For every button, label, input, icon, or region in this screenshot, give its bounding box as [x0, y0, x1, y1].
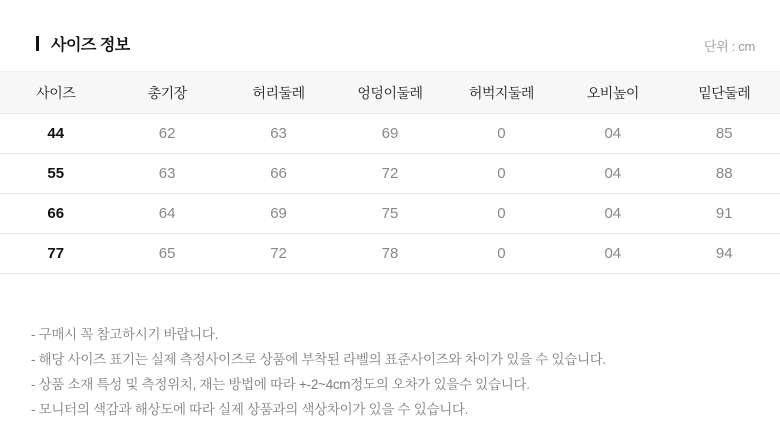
column-header-hem: 밑단둘레: [669, 72, 780, 114]
value-cell: 04: [557, 234, 668, 274]
size-cell: 55: [0, 154, 111, 194]
value-cell: 65: [111, 234, 222, 274]
table-row: [0, 194, 780, 234]
note-line: - 해당 사이즈 표기는 실제 측정사이즈로 상품에 부착된 라벨의 표준사이즈와 차이가 있을 수 있습니다.: [31, 352, 606, 367]
column-header-hip: 엉덩이둘레: [334, 72, 445, 114]
value-cell: 94: [669, 234, 780, 274]
value-cell: 63: [223, 114, 334, 154]
size-cell: 77: [0, 234, 111, 274]
value-cell: 04: [557, 194, 668, 234]
value-cell: 91: [669, 194, 780, 234]
table-row: [0, 114, 780, 154]
value-cell: 72: [223, 234, 334, 274]
value-cell: 88: [669, 154, 780, 194]
value-cell: 0: [446, 114, 557, 154]
value-cell: 62: [111, 114, 222, 154]
value-cell: 85: [669, 114, 780, 154]
value-cell: 0: [446, 154, 557, 194]
table-row: [0, 234, 780, 274]
column-header-waist: 허리둘레: [223, 72, 334, 114]
size-table: [0, 71, 780, 274]
column-header-rise: 오비높이: [557, 72, 668, 114]
size-cell: 66: [0, 194, 111, 234]
title-accent-bar-icon: [36, 36, 39, 51]
value-cell: 04: [557, 154, 668, 194]
value-cell: 0: [446, 194, 557, 234]
note-line: - 상품 소재 특성 및 측정위치, 재는 방법에 따라 +-2~4cm정도의 오차가 있을수 있습니다.: [31, 377, 530, 392]
section-title-wrap: [36, 32, 130, 55]
notes: [0, 322, 780, 422]
column-header-total-length: 총기장: [111, 72, 222, 114]
table-row: [0, 154, 780, 194]
note-line: - 구매시 꼭 참고하시기 바랍니다.: [31, 327, 219, 342]
note-line: - 모니터의 색감과 해상도에 따라 실제 상품과의 색상차이가 있을 수 있습니다.: [31, 402, 469, 417]
value-cell: 78: [334, 234, 445, 274]
value-cell: 69: [334, 114, 445, 154]
value-cell: 0: [446, 234, 557, 274]
value-cell: 69: [223, 194, 334, 234]
table-header-row: [0, 72, 780, 114]
page-title: 사이즈 정보: [51, 37, 130, 54]
unit-label: 단위 : cm: [703, 39, 755, 54]
column-header-thigh: 허벅지둘레: [446, 72, 557, 114]
section-header: [0, 0, 780, 71]
value-cell: 64: [111, 194, 222, 234]
column-header-size: 사이즈: [0, 72, 111, 114]
value-cell: 75: [334, 194, 445, 234]
value-cell: 63: [111, 154, 222, 194]
value-cell: 66: [223, 154, 334, 194]
value-cell: 04: [557, 114, 668, 154]
size-cell: 44: [0, 114, 111, 154]
value-cell: 72: [334, 154, 445, 194]
